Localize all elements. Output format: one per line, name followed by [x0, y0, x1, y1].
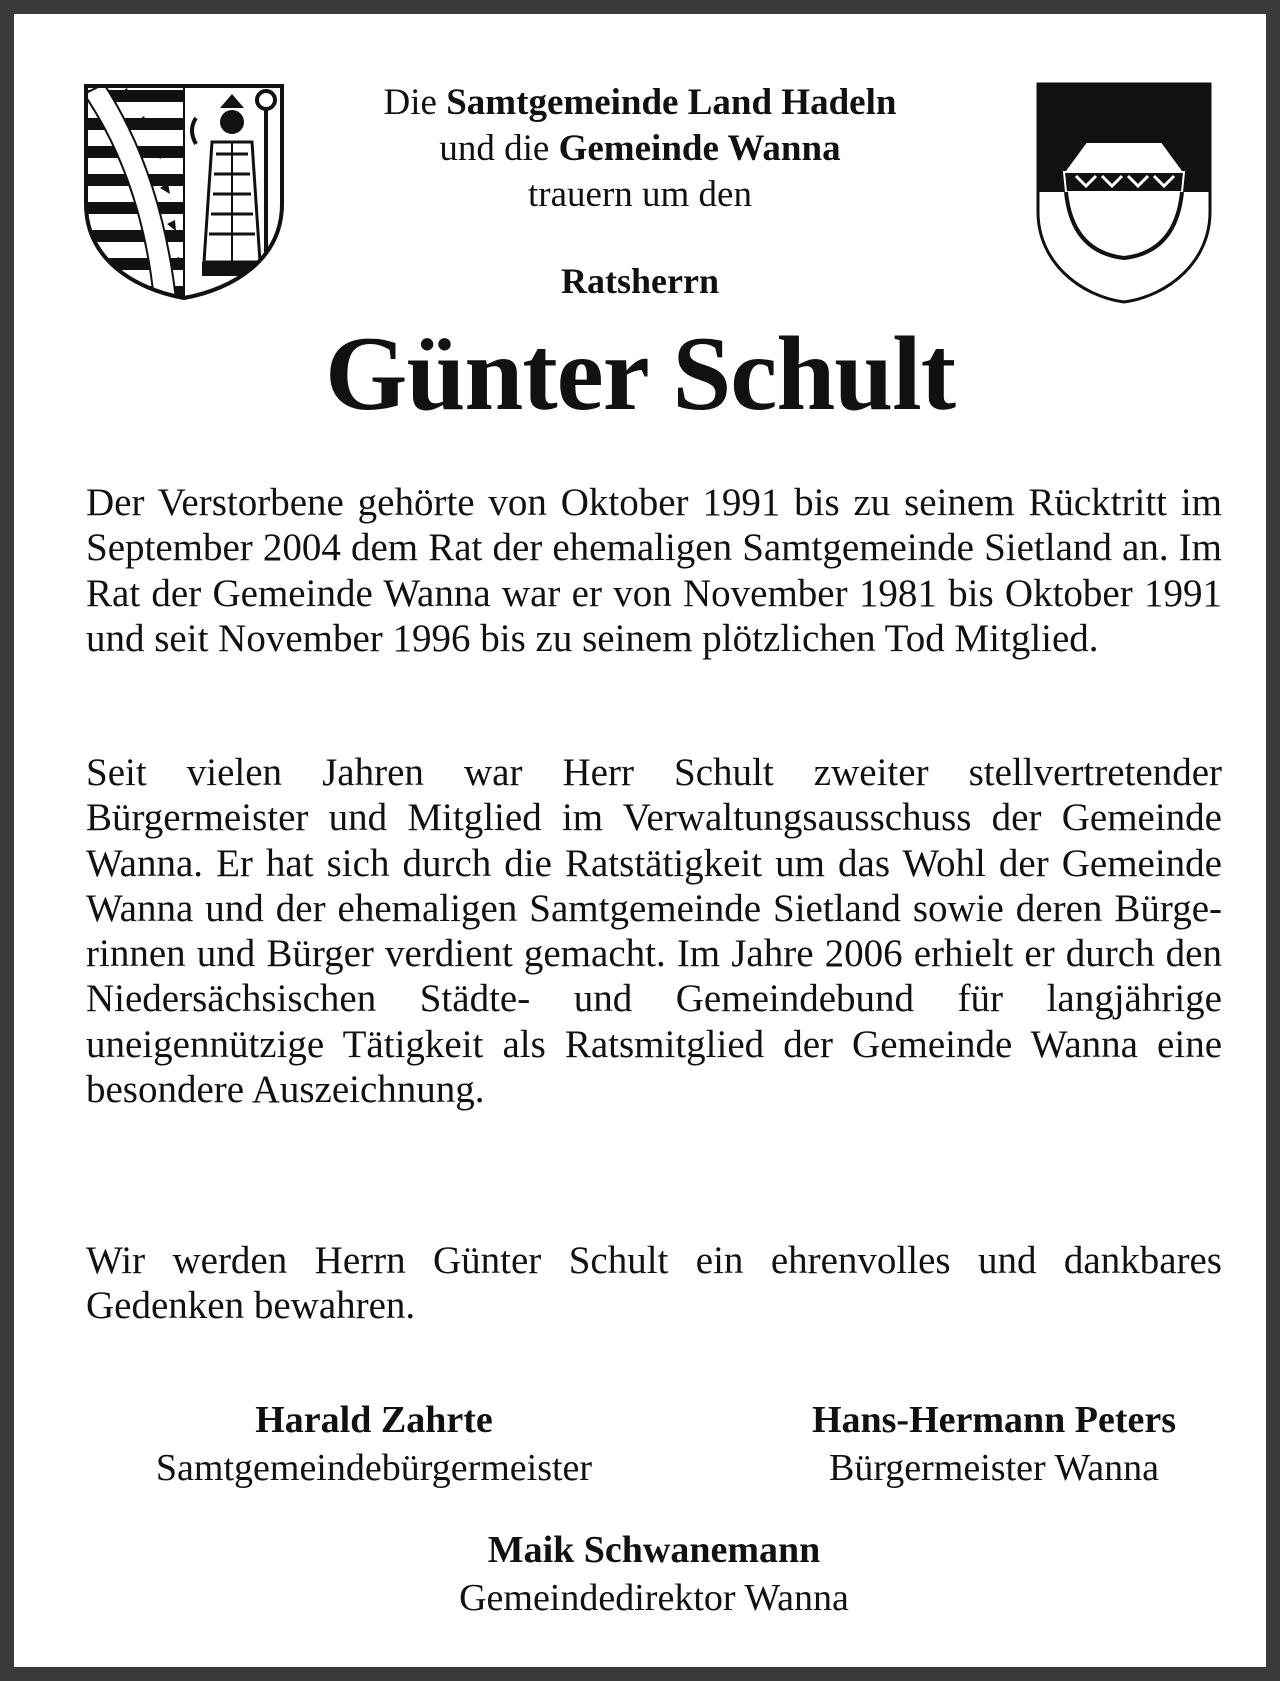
- signatory: [764, 1396, 1224, 1492]
- header: [274, 80, 1006, 218]
- paragraph-remembrance: Wir werden Herrn Günter Schult ein ehrenvolles und dankbares Gedenken bewahren.: [86, 1239, 1222, 1328]
- signatory: [74, 1396, 674, 1492]
- paragraph-career: Der Verstorbene gehörte von Oktober 1991 bis zu seinem Rücktritt im September 2004 dem Rat der ehemaligen Samtgemeinde Sietland an. Im Rat der Gemeinde Wanna war er von November 1981 bis Oktober 1991 und seit November 1996 bis zu seinem plötzlichen Tod Mitglied.: [86, 481, 1222, 660]
- signatory-name: Maik Schwanemann: [487, 1529, 821, 1571]
- header-line-3: trauern um den: [528, 174, 752, 215]
- header-line-2-prefix: und die: [439, 128, 559, 169]
- signatory-name: Hans-Hermann Peters: [811, 1399, 1177, 1441]
- header-line-1: [274, 80, 1006, 126]
- signatory-name: Harald Zahrte: [255, 1399, 493, 1441]
- header-line-2: [274, 126, 1006, 172]
- signatory-title: Samtgemeindebürgermeister: [155, 1447, 593, 1489]
- header-line-2-organisation: Gemeinde Wanna: [558, 128, 841, 169]
- signatory-title: Gemeindedirektor Wanna: [459, 1577, 849, 1619]
- header-line-1-prefix: Die: [383, 82, 447, 123]
- header-line-1-organisation: Samtgemeinde Land Hadeln: [446, 82, 897, 123]
- deceased-name: Günter Schult: [325, 315, 955, 432]
- rank-title: Ratsherrn: [561, 261, 719, 301]
- signatory: [354, 1526, 954, 1622]
- signatory-title: Bürgermeister Wanna: [828, 1447, 1160, 1489]
- paragraph-merits: Seit vielen Jahren war Herr Schult zweiter stellvertretender Bürgermeister und Mitglied im Verwaltungsausschuss der Gemeinde Wanna. Er hat sich durch die Ratstätigkeit um das Wohl der Gemeinde Wanna und der ehemaligen Samtgemeinde Sietland sowie deren Bürgerinnen und Bürger verdient gemacht. Im Jahre 2006 erhielt er durch den Niedersächsischen Städte- und Gemeindebund für langjährige uneigennützige Tätigkeit als Ratsmitglied der Gemeinde Wanna eine besondere Auszeichnung.: [86, 751, 1222, 1112]
